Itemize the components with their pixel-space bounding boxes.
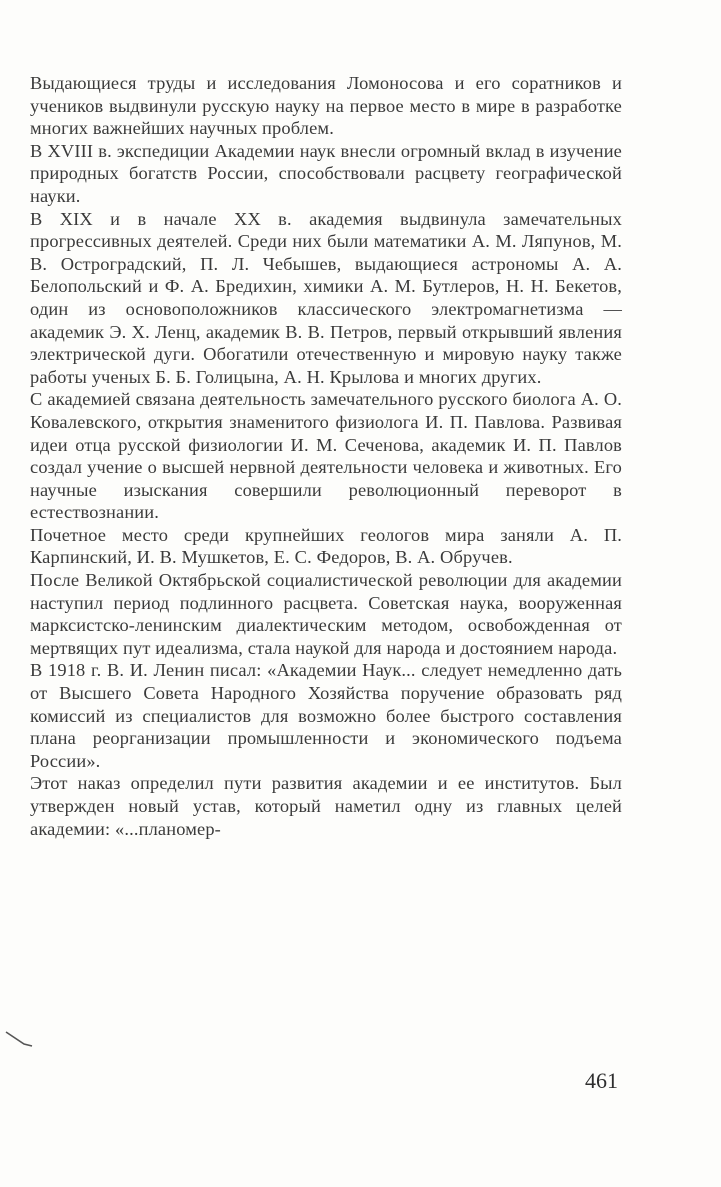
text-column — [30, 72, 622, 840]
paragraph-2: В XVIII в. экспедиции Академии наук внесли огромный вклад в изучение природных богатств России, способствовали расцвету географической науки. — [30, 140, 622, 206]
paragraph-5: Почетное место среди крупнейших геологов мира заняли А. П. Карпинский, И. В. Мушкетов, Е. С. Федоров, В. А. Обручев. — [30, 524, 622, 568]
paragraph-8: Этот наказ определил пути развития академии и ее институтов. Был утвержден новый устав, который наметил одну из главных целей академии: «...планомер- — [30, 773, 622, 839]
paragraph-7: В 1918 г. В. И. Ленин писал: «Академии Наук... следует немедленно дать от Высшего Совета Народного Хозяйства поручение образовать ряд комиссий из специалистов для возможно более быстрого составления плана реорганизации промышленности и экономического подъема России». — [30, 660, 622, 771]
paragraph-6: После Великой Октябрьской социалистической революции для академии наступил период подлинного расцвета. Советская наука, вооруженная марксистско-ленинским диалектическим методом, освобожденная от мертвящих пут идеализма, стала наукой для народа и достоянием народа. — [30, 570, 622, 658]
paragraph-3: В XIX и в начале XX в. академия выдвинула замечательных прогрессивных деятелей. Среди них были математики А. М. Ляпунов, М. В. Остроградский, П. Л. Чебышев, выдающиеся астрономы А. А. Белопольский и Ф. А. Бредихин, химики А. М. Бутлеров, Н. Н. Бекетов, один из основоположников классического электромагнетизма — академик Э. Х. Ленц, академик В. В. Петров, первый открывший явления электрической дуги. Обогатили отечественную и мировую науку также работы ученых Б. Б. Голицына, А. Н. Крылова и многих других. — [30, 208, 622, 387]
paragraph-4: С академией связана деятельность замечательного русского биолога А. О. Ковалевского, открытия знаменитого физиолога И. П. Павлова. Развивая идеи отца русской физиологии И. М. Сеченова, академик И. П. Павлов создал учение о высшей нервной деятельности человека и животных. Его научные изыскания совершили революционный переворот в естествознании. — [30, 389, 622, 523]
paragraph-1: Выдающиеся труды и исследования Ломоносова и его соратников и учеников выдвинули русскую науку на первое место в мире в разработке многих важнейших научных проблем. — [30, 73, 622, 139]
page-number: 461 — [585, 1068, 618, 1093]
scan-smudge-icon — [4, 1030, 34, 1048]
